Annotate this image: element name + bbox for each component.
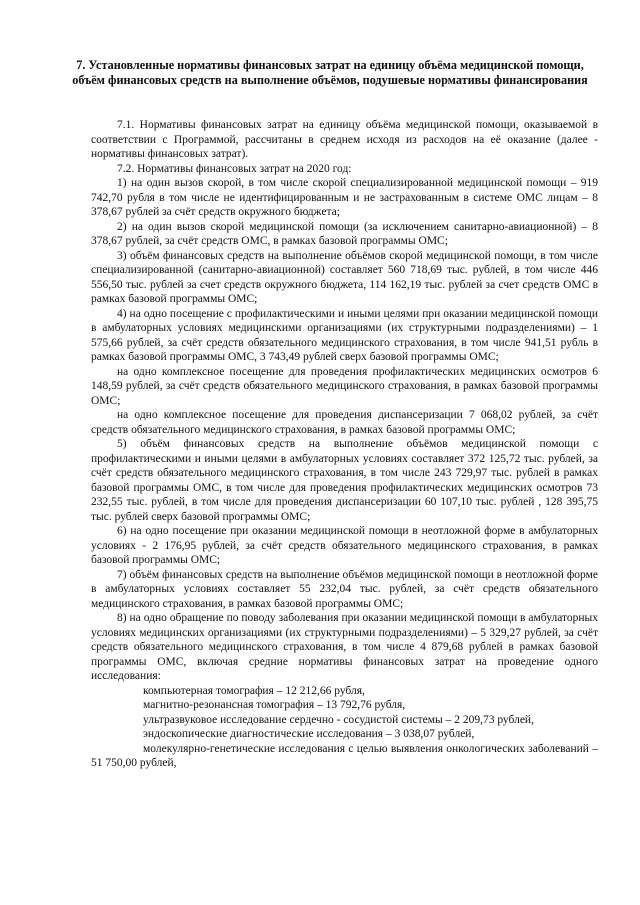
paragraph-item-6: 6) на одно посещение при оказании медицинской помощи в неотложной форме в амбулаторных условиях - 2 176,95 рублей, за счёт средств обязательного медицинского страхования, в рамках базовой программы ОМС; [91,525,598,566]
study-item-ultrasound: ультразвуковое исследование сердечно - сосудистой системы – 2 209,73 рублей, [143,713,534,726]
study-item-molecular-genetic: молекулярно-генетические исследования с целью выявления онкологических заболеваний – 51 750,00 рублей, [91,742,598,769]
paragraph-item-4: 4) на одно посещение с профилактическими и иными целями при оказании медицинской помощи в амбулаторных условиях медицинскими организациями (их структурными подразделениями) – 1 575,66 рублей, за счёт средств обязательного медицинского страхования, в том числе 941,51 рубль в рамках базовой программы ОМС, 3 743,49 рублей сверх базовой программы ОМС; [91,307,598,363]
paragraph-item-8: 8) на одно обращение по поводу заболевания при оказании медицинской помощи в амбулаторных условиях медицинских организациями (их структурными подразделениями) – 5 329,27 рублей, за счёт средств обязательного медицинского страхования, в том числе 4 879,68 рублей в рамках базовой программы ОМС, включая средние нормативы финансовых затрат на проведение одного исследования: [91,612,598,682]
paragraph-item-4-dispanser: на одно комплексное посещение для проведения диспансеризации 7 068,02 рублей, за счёт средств обязательного медицинского страхования, в рамках базовой программы ОМС; [91,409,598,436]
paragraph-item-3: 3) объём финансовых средств на выполнение объёмов скорой медицинской помощи, в том числе специализированной (санитарно-авиационной) составляет 560 718,69 тыс. рублей, в том числе 446 556,50 тыс. рублей за счет средств окружного бюджета, 114 162,19 тыс. рублей за счет средств ОМС в рамках базовой программы ОМС; [91,249,598,305]
paragraph-item-1: 1) на один вызов скорой, в том числе скорой специализированной медицинской помощи – 919 742,70 рубля в том числе не идентифицированным и не застрахованным в системе ОМС лицам – 8 378,67 рублей за счёт средств окружного бюджета; [91,177,598,218]
section-body [91,118,598,771]
paragraph-item-5: 5) объём финансовых средств на выполнение объёмов медицинской помощи с профилактическими и иными целями в амбулаторных условиях составляет 372 125,72 тыс. рублей, за счёт средств обязательного медицинского страхования, в том числе 243 729,97 тыс. рублей в рамках базовой программы ОМС, в том числе для проведения профилактических медицинских осмотров 73 232,55 тыс. рублей, в том числе для проведения диспансеризации 60 107,10 тыс. рублей , 128 395,75 тыс. рублей сверх базовой программы ОМС; [91,438,598,523]
paragraph-item-2: 2) на один вызов скорой медицинской помощи (за исключением санитарно-авиационной) – 8 378,67 рублей, за счёт средств ОМС, в рамках базовой программы ОМС; [91,220,598,247]
paragraph-item-4-prof-exam: на одно комплексное посещение для проведения профилактических медицинских осмотров 6 148,59 рублей, за счёт средств обязательного медицинского страхования, в рамках базовой программы ОМС; [91,365,598,407]
study-item-ct: компьютерная томография – 12 212,66 рубля, [143,684,365,697]
study-item-endoscopy: эндоскопические диагностические исследования – 3 038,07 рублей, [143,728,475,740]
paragraph-item-7: 7) объём финансовых средств на выполнение объёмов медицинской помощи в неотложной форме в амбулаторных условиях составляет 55 232,04 тыс. рублей, за счёт средств обязательного медицинского страхования, в рамках базовой программы ОМС; [91,568,598,610]
section-heading: 7. Установленные нормативы финансовых затрат на единицу объёма медицинской помощи, объём финансовых средств на выполнение объёмов, подушевые нормативы финансирования [72,58,588,87]
paragraph-7-1: 7.1. Нормативы финансовых затрат на единицу объёма медицинской помощи, оказываемой в соответствии с Программой, рассчитаны в среднем исходя из расходов на её оказание (далее - нормативы финансовых затрат). [91,119,598,160]
study-item-mri: магнитно-резонансная томография – 13 792,76 рубля, [143,699,406,711]
paragraph-7-2: 7.2. Нормативы финансовых затрат на 2020 год: [117,162,352,175]
